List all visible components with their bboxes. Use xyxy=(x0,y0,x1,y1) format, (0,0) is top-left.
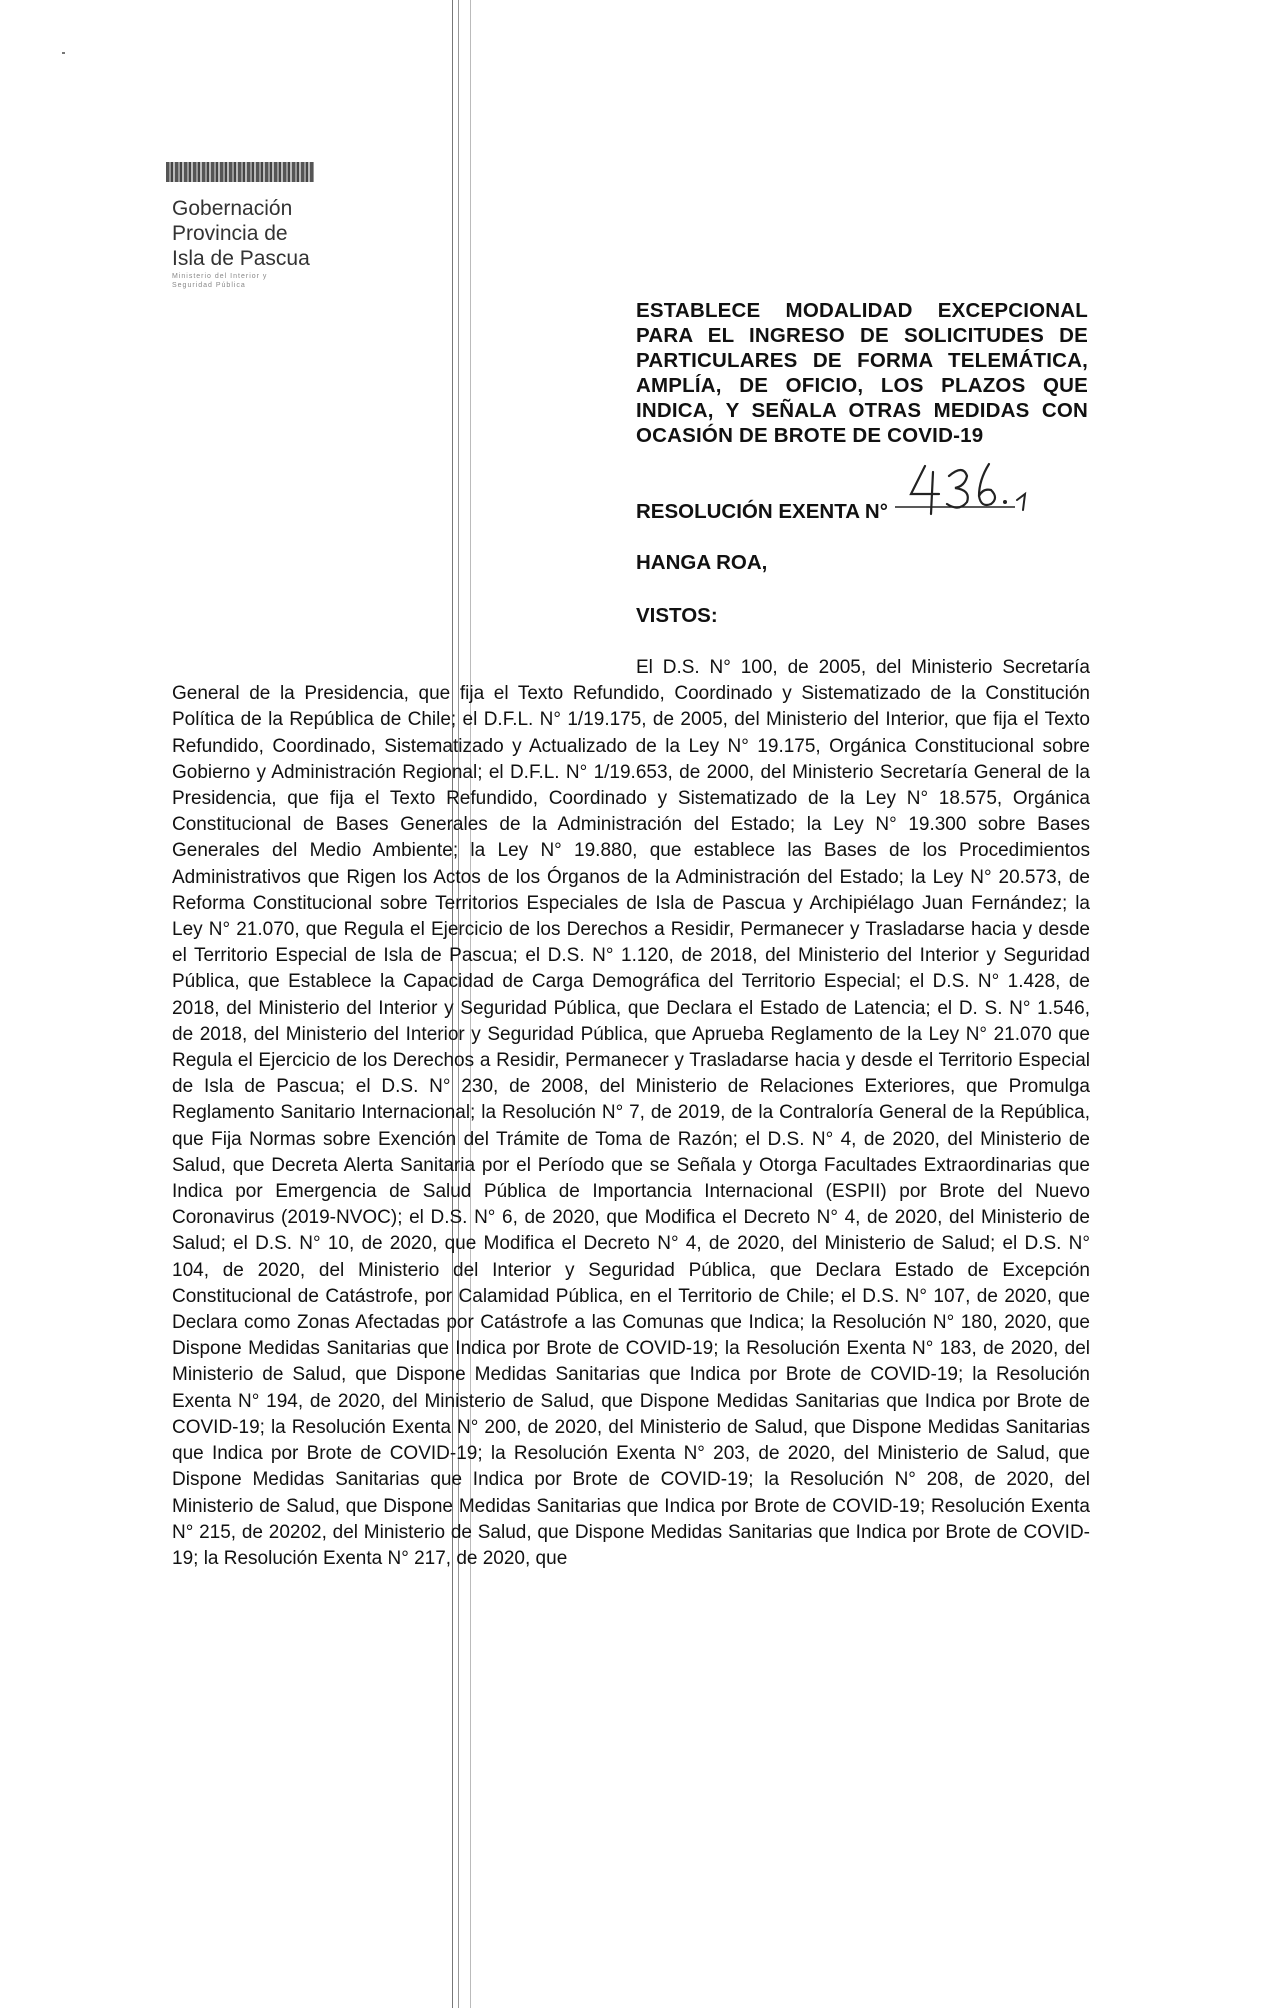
section-heading: VISTOS: xyxy=(636,604,718,627)
title-line: PARTICULARES DE FORMA TELEMÁTICA, xyxy=(636,349,1088,372)
handwritten-resolution-number xyxy=(895,458,1065,516)
scan-speck xyxy=(62,52,65,54)
letterhead-subtitle: Ministerio del Interior y Seguridad Pública xyxy=(172,273,268,289)
letterhead xyxy=(172,196,310,271)
government-logo-bar xyxy=(166,162,314,182)
body-text: El D.S. N° 100, de 2005, del Ministerio Secretaría General de la Presidencia, que fija el Texto Refundido, Coordinado y Sistematizado de la Constitución Política de la República de Chile; el D.F.L. N° 1/19.175, de 2005, del Ministerio del Interior, que fija el Texto Refundido, Coordinado, Sistematizado y Actualizado de la Ley N° 19.175, Orgánica Constitucional sobre Gobierno y Administración Regional; el D.F.L. N° 1/19.653, de 2000, del Ministerio Secretaría General de la Presidencia, que fija el Texto Refundido, Coordinado y Sistematizado de la Ley N° 18.575, Orgánica Constitucional de Bases Generales de la Administración del Estado; la Ley N° 19.300 sobre Bases Generales del Medio Ambiente; la Ley N° 19.880, que establece las Bases de los Procedimientos Administrativos que Rigen los Actos de los Órganos de la Administración del Estado; la Ley N° 20.573, de Reforma Constitucional sobre Territorios Especiales de Isla de Pascua y Archipiélago Juan Fernández; la Ley N° 21.070, que Regula el Ejercicio de los Derechos a Residir, Permanecer y Trasladarse hacia y desde el Territorio Especial de Isla de Pascua; el D.S. N° 1.120, de 2018, del Ministerio del Interior y Seguridad Pública, que Establece la Capacidad de Carga Demográfica del Territorio Especial; el D.S. N° 1.428, de 2018, del Ministerio del Interior y Seguridad Pública, que Declara el Estado de Latencia; el D. S. N° 1.546, de 2018, del Ministerio del Interior y Seguridad Pública, que Aprueba Reglamento de la Ley N° 21.070 que Regula el Ejercicio de los Derechos a Residir, Permanecer y Trasladarse hacia y desde el Territorio Especial de Isla de Pascua; el D.S. N° 230, de 2008, del Ministerio de Relaciones Exteriores, que Promulga Reglamento Sanitario Internacional; la Resolución N° 7, de 2019, de la Contraloría General de la República, que Fija Normas sobre Exención del Trámite de Toma de Razón; el D.S. N° 4, de 2020, del Ministerio de Salud, que Decreta Alerta Sanitaria por el Período que se Señala y Otorga Facultades Extraordinarias que Indica por Emergencia de Salud Pública de Importancia Internacional (ESPII) por Brote del Nuevo Coronavirus (2019-NVOC); el D.S. N° 6, de 2020, que Modifica el Decreto N° 4, de 2020, del Ministerio de Salud; el D.S. N° 10, de 2020, que Modifica el Decreto N° 4, de 2020, del Ministerio de Salud; el D.S. N° 104, de 2020, del Ministerio del Interior y Seguridad Pública, que Declara Estado de Excepción Constitucional de Catástrofe, por Calamidad Pública, en el Territorio de Chile; el D.S. N° 107, de 2020, que Declara como Zonas Afectadas por Catástrofe a las Comunas que Indica; la Resolución N° 180, 2020, que Dispone Medidas Sanitarias que Indica por Brote de COVID-19; la Resolución Exenta N° 183, de 2020, del Ministerio de Salud, que Dispone Medidas Sanitarias que Indica por Brote de COVID-19; la Resolución Exenta N° 194, de 2020, del Ministerio de Salud, que Dispone Medidas Sanitarias que Indica por Brote de COVID-19; la Resolución Exenta N° 200, de 2020, del Ministerio de Salud, que Dispone Medidas Sanitarias que Indica por Brote de COVID-19; la Resolución Exenta N° 203, de 2020, del Ministerio de Salud, que Dispone Medidas Sanitarias que Indica por Brote de COVID-19; la Resolución N° 208, de 2020, del Ministerio de Salud, que Dispone Medidas Sanitarias que Indica por Brote de COVID-19; Resolución Exenta N° 215, de 20202, del Ministerio de Salud, que Dispone Medidas Sanitarias que Indica por Brote de COVID-19; la Resolución Exenta N° 217, de 2020, que xyxy=(172,657,1090,1569)
place-line: HANGA ROA, xyxy=(636,551,768,574)
title-line: OCASIÓN DE BROTE DE COVID-19 xyxy=(636,424,984,447)
title-line: AMPLÍA, DE OFICIO, LOS PLAZOS QUE xyxy=(636,374,1088,397)
letterhead-line: Isla de Pascua xyxy=(172,247,310,270)
title-line: INDICA, Y SEÑALA OTRAS MEDIDAS CON xyxy=(636,399,1088,422)
title-line: ESTABLECE MODALIDAD EXCEPCIONAL xyxy=(636,299,1088,322)
letterhead-line: Provincia de xyxy=(172,222,288,245)
body-paragraph xyxy=(172,655,1090,1572)
letterhead-line: Gobernación xyxy=(172,197,293,220)
resolution-label: RESOLUCIÓN EXENTA N° xyxy=(636,500,888,523)
document-title xyxy=(636,298,1088,448)
title-line: PARA EL INGRESO DE SOLICITUDES DE xyxy=(636,324,1088,347)
